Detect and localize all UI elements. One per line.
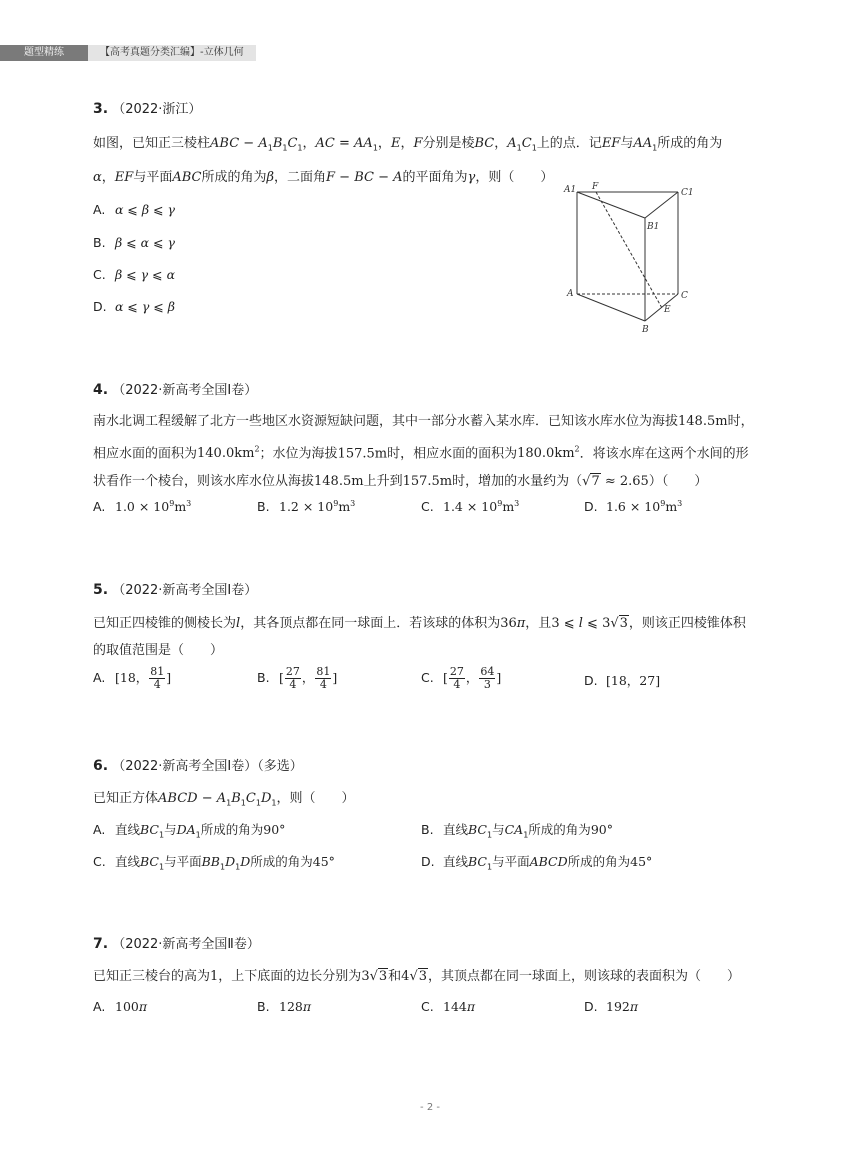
option-letter: D. [584,673,598,688]
option-letter: B. [257,999,270,1014]
option-letter: B. [257,670,270,685]
vertex-label-a: A [567,289,574,299]
question-6-option-d[interactable]: D. 直线$BC_1$与平面ABCD所成的角为45° [421,854,653,872]
question-4-option-c[interactable]: C. $1.4 \times 10^9m^3$ [421,499,520,515]
question-5-option-a[interactable]: A. [18， $\frac{81}{4}$ ] [93,665,172,691]
question-number: 4. [93,382,109,398]
question-7-stem: 已知正三棱台的高为1，上下底面的边长分别为3√3和4√3，其顶点都在同一球面上，则该球的表面积为（ ） [93,969,741,984]
question-7-option-a[interactable]: A. 100π [93,999,148,1014]
question-3-header [93,98,201,117]
vertex-label-c: C [681,291,688,301]
option-letter: C. [421,670,434,685]
option-letter: C. [93,854,106,869]
question-3-option-b[interactable]: B. β ⩽ α ⩽ γ [93,235,176,250]
option-letter: A. [93,999,106,1014]
option-letter: A. [93,499,106,515]
question-number: 6. [93,758,109,774]
vertex-label-f: F [592,182,599,192]
question-5-option-c[interactable]: C. [ $\frac{27}{4}$ ， $\frac{64}{3}$ ] [421,665,502,691]
header-tag: 题型精练 [0,45,88,61]
question-source: （2022·浙江） [112,102,202,117]
question-7-header [93,933,260,952]
question-6-option-a[interactable]: A. 直线$BC_1$与$DA_1$所成的角为90° [93,822,286,840]
question-5-option-d[interactable]: D. [18，27] [584,673,661,688]
option-letter: D. [584,499,598,515]
question-5-option-b[interactable]: B. [ $\frac{27}{4}$ ， $\frac{81}{4}$ ] [257,665,338,691]
vertex-label-a1: A1 [564,185,577,195]
question-number: 5. [93,582,109,598]
question-6-stem: 已知正方体ABCD − $A_1B_1C_1D_1$，则（ ） [93,791,355,808]
question-4-header [93,379,257,398]
vertex-label-b1: B1 [647,222,660,232]
vertex-label-b: B [642,325,649,335]
question-7-option-c[interactable]: C. 144π [421,999,476,1014]
question-3-stem: 如图，已知正三棱柱ABC − $A_1B_1C_1$，AC = $AA_1$，E，F分别是棱BC，$A_1C_1$上的点．记EF与$AA_1$所成的角为 α，EF与平面ABC所成的角为β，二面角F − BC − A的平面角为γ，则（ ） [93,136,723,185]
prism-figure [560,178,700,338]
question-source: （2022·新高考全国Ⅰ卷）（多选） [112,759,303,774]
option-letter: D. [421,854,435,869]
option-letter: B. [257,499,270,515]
option-letter: C. [421,999,434,1014]
option-letter: A. [93,822,106,837]
option-letter: C. [93,267,106,282]
option-letter: C. [421,499,434,515]
question-6-header [93,755,303,774]
header-title: 【高考真题分类汇编】-立体几何 [88,45,256,61]
page-number: - 2 - [420,1102,440,1113]
question-4-option-d[interactable]: D. $1.6 \times 10^9m^3$ [584,499,683,515]
question-3-option-a[interactable]: A. α ⩽ β ⩽ γ [93,202,176,217]
question-3-option-d[interactable]: D. α ⩽ γ ⩽ β [93,299,176,314]
question-source: （2022·新高考全国Ⅰ卷） [112,383,258,398]
question-4-option-a[interactable]: A. $1.0 \times 10^9m^3$ [93,499,192,515]
option-letter: A. [93,670,106,685]
question-7-option-b[interactable]: B. 128π [257,999,312,1014]
question-7-option-d[interactable]: D. 192π [584,999,639,1014]
question-3-option-c[interactable]: C. β ⩽ γ ⩽ α [93,267,176,282]
question-number: 7. [93,936,109,952]
question-5-stem: 已知正四棱锥的侧棱长为l，其各顶点都在同一球面上．若该球的体积为36π，且3 ⩽ l ⩽ 3√3，则该正四棱锥体积的取值范围是（ ） [93,616,746,658]
option-letter: A. [93,202,106,217]
option-letter: D. [93,299,107,314]
question-6-option-b[interactable]: B. 直线$BC_1$与$CA_1$所成的角为90° [421,822,613,840]
vertex-label-e: E [664,305,671,315]
question-6-option-c[interactable]: C. 直线$BC_1$与平面$BB_1D_1D$所成的角为45° [93,854,335,872]
question-4-stem: 南水北调工程缓解了北方一些地区水资源短缺问题，其中一部分水蓄入某水库．已知该水库水位为海拔148.5m时，相应水面的面积为$140.0km^2$；水位为海拔157.5m时，相应水面的面积为$180.0km^2$．将该水库在这两个水间的形状看作一个棱台，则该水库水位从海拔148.5m上升到157.5m时，增加的水量约为（√7 ≈ 2.65）（ ） [93,414,754,490]
option-letter: D. [584,999,598,1014]
question-source: （2022·新高考全国Ⅰ卷） [112,583,258,598]
option-letter: B. [421,822,434,837]
question-4-option-b[interactable]: B. $1.2 \times 10^9m^3$ [257,499,356,515]
question-number: 3. [93,101,109,117]
question-5-header [93,579,257,598]
vertex-label-c1: C1 [681,188,694,198]
question-source: （2022·新高考全国Ⅱ卷） [112,937,260,952]
option-letter: B. [93,235,106,250]
